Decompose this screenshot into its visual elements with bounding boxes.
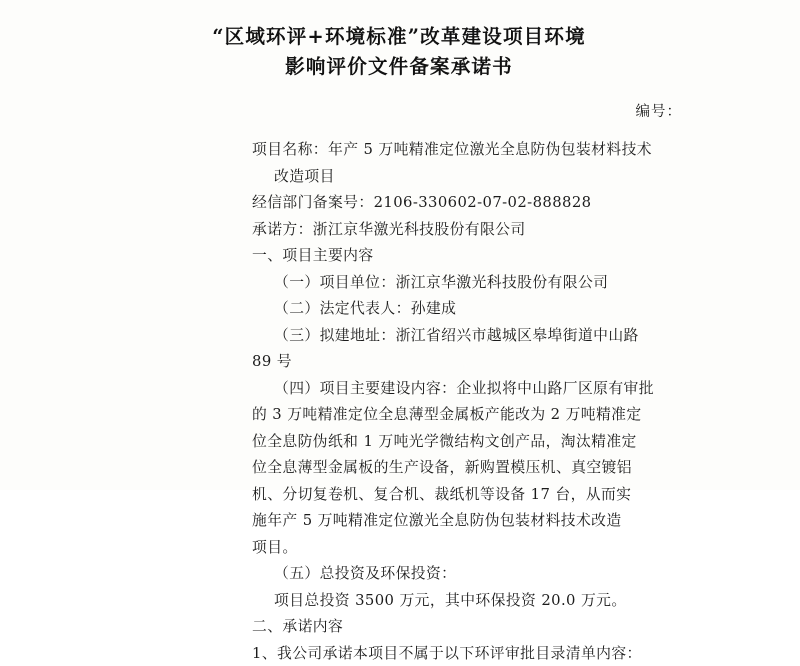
section1-item-3-label: （三）拟建地址： [274, 327, 396, 344]
section1-item-2 [252, 296, 706, 322]
section1-item-3 [252, 323, 706, 349]
section-heading-1: 一、项目主要内容 [252, 243, 706, 269]
field-project-name-value-line2: 改造项目 [252, 164, 706, 190]
section1-item-4 [252, 376, 706, 402]
section-heading-2: 二、承诺内容 [252, 614, 706, 640]
section1-item-2-label: （二）法定代表人： [274, 300, 411, 317]
section1-item-4-cont-2: 位全息防伪纸和 1 万吨光学微结构文创产品，淘汰精准定 [252, 429, 706, 455]
section1-item-4-cont-4: 机、分切复卷机、复合机、裁纸机等设备 17 台，从而实 [252, 482, 706, 508]
section1-item-4-cont-5: 施年产 5 万吨精准定位激光全息防伪包装材料技术改造 [252, 508, 706, 534]
document-title [54, 22, 744, 82]
field-record-number [252, 190, 706, 216]
field-promisor [252, 217, 706, 243]
section1-item-4-cont-1: 的 3 万吨精准定位全息薄型金属板产能改为 2 万吨精准定 [252, 402, 706, 428]
section1-item-4-label: （四）项目主要建设内容： [274, 380, 456, 397]
field-record-number-label: 经信部门备案号： [252, 194, 374, 211]
section1-item-4-cont-3: 位全息薄型金属板的生产设备，新购置模压机、真空镀铝 [252, 455, 706, 481]
section1-item-4-text: 企业拟将中山路厂区原有审批 [456, 380, 654, 397]
section1-item-3-text: 浙江省绍兴市越城区皋埠街道中山路 [396, 327, 639, 344]
section2-item-1: 1、我公司承诺本项目不属于以下环评审批目录清单内容： [252, 641, 706, 666]
section1-item-5: （五）总投资及环保投资： [252, 561, 706, 587]
field-promisor-value: 浙江京华激光科技股份有限公司 [313, 221, 526, 238]
title-line-2: 影响评价文件备案承诺书 [54, 52, 744, 82]
field-project-name-label: 项目名称： [252, 141, 328, 158]
field-promisor-label: 承诺方： [252, 221, 313, 238]
section1-item-2-text: 孙建成 [411, 300, 457, 317]
section1-item-1 [252, 270, 706, 296]
field-project-name [252, 137, 706, 163]
title-line-1: “区域环评+环境标准”改革建设项目环境 [54, 22, 744, 52]
section1-item-1-text: 浙江京华激光科技股份有限公司 [396, 274, 609, 291]
section1-item-4-cont-6: 项目。 [252, 535, 706, 561]
section1-item-5-text: 项目总投资 3500 万元，其中环保投资 20.0 万元。 [252, 588, 706, 614]
field-record-number-value: 2106-330602-07-02-888828 [374, 194, 592, 211]
form-number: 编号： [54, 100, 682, 121]
section1-item-1-label: （一）项目单位： [274, 274, 396, 291]
document-body [54, 137, 744, 666]
section1-item-3-cont: 89 号 [252, 349, 706, 375]
field-project-name-value: 年产 5 万吨精准定位激光全息防伪包装材料技术 [328, 141, 652, 158]
